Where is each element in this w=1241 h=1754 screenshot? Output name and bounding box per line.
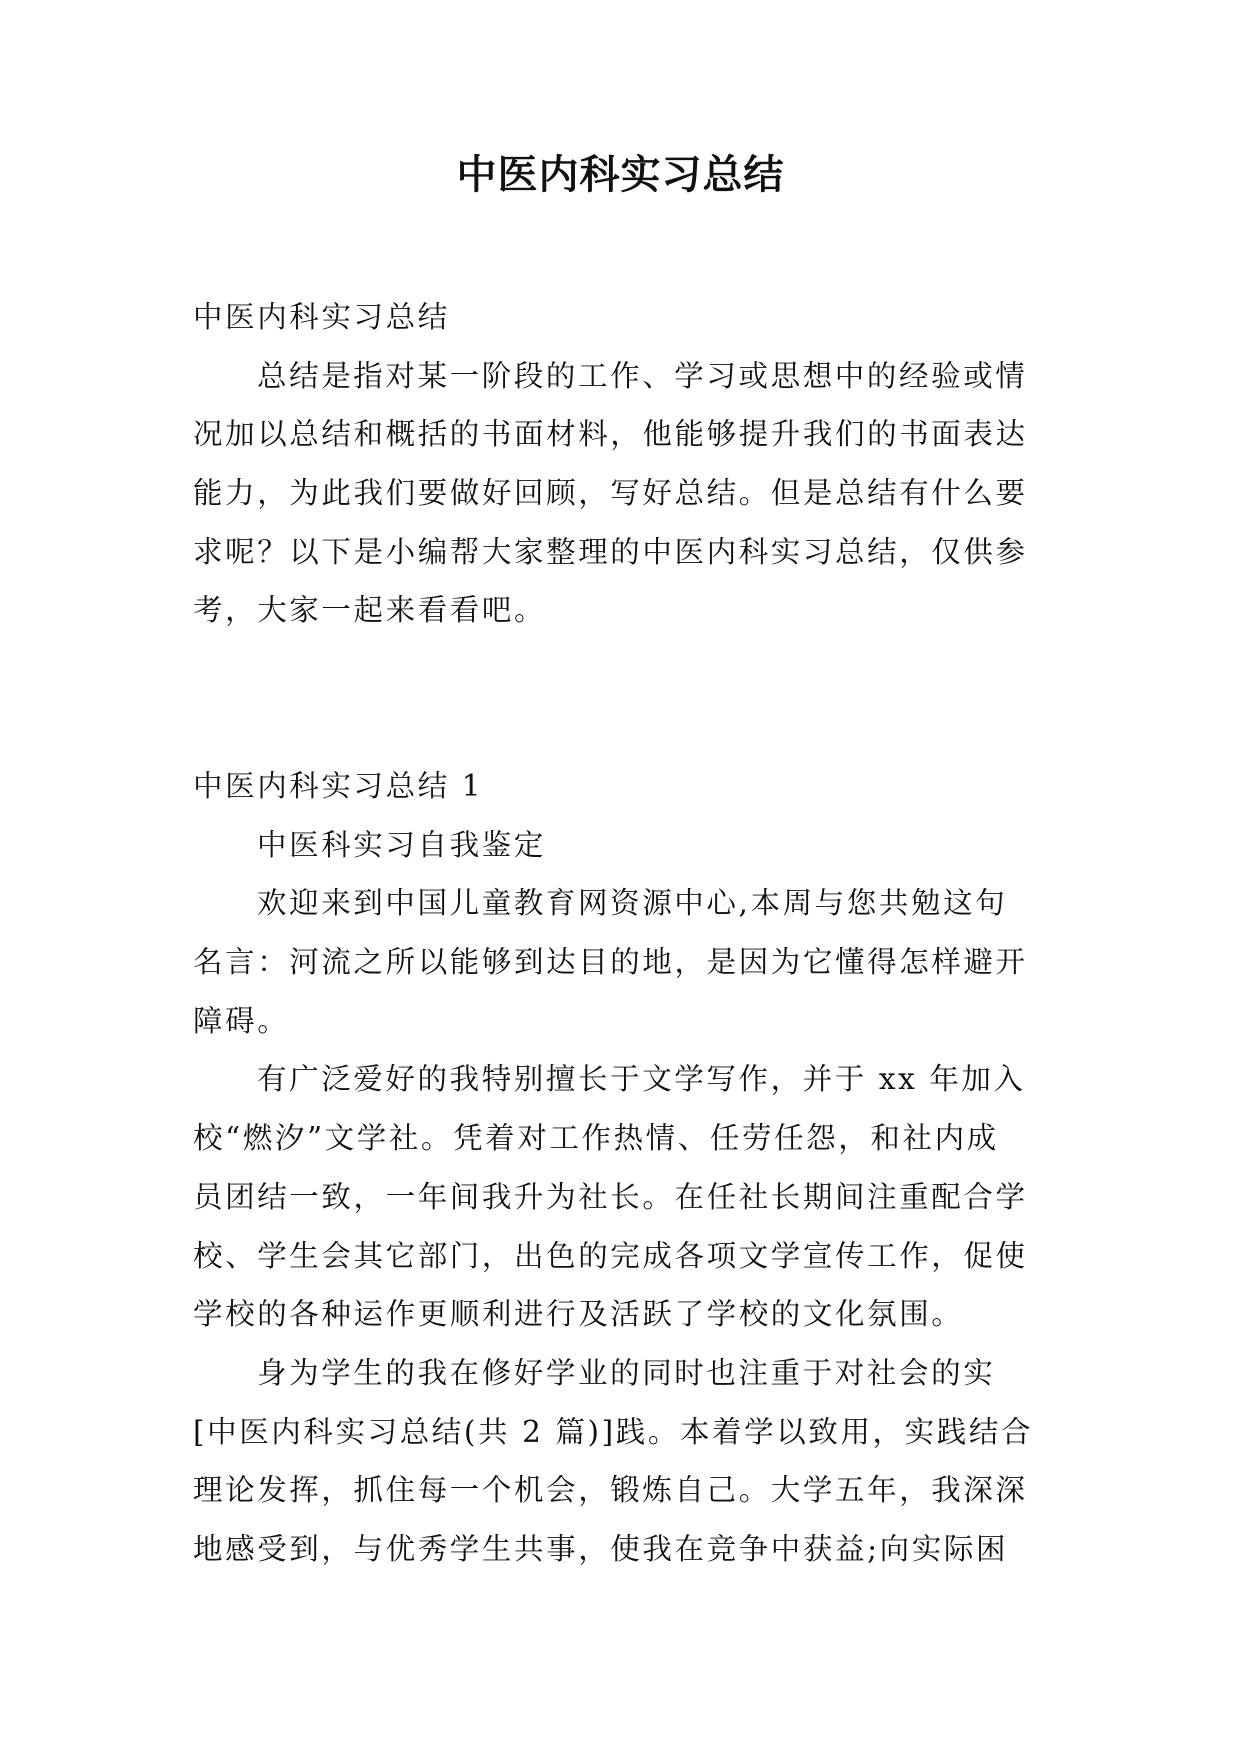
intro-paragraph-line: 况加以总结和概括的书面材料，他能够提升我们的书面表达: [193, 417, 1028, 452]
intro-subtitle: 中医内科实习总结: [193, 300, 450, 334]
paragraph-line: 障碍。: [193, 1003, 290, 1038]
document-title: 中医内科实习总结: [456, 152, 785, 198]
intro-block: [193, 288, 1055, 640]
paragraph-line: 学校的各种运作更顺利进行及活跃了学校的文化氛围。: [193, 1297, 964, 1332]
paragraph-line: 欢迎来到中国儿童教育网资源中心,本周与您共勉这句: [257, 886, 1008, 921]
intro-paragraph-line: 能力，为此我们要做好回顾，写好总结。但是总结有什么要: [193, 476, 1028, 511]
section-subheading: 中医科实习自我鉴定: [257, 827, 546, 862]
paragraph-line: 身为学生的我在修好学业的同时也注重于对社会的实: [257, 1355, 996, 1390]
intro-paragraph-line: 总结是指对某一阶段的工作、学习或思想中的经验或情: [257, 358, 1028, 393]
paragraph-line: 校“燃汐”文学社。凭着对工作热情、任劳任怨，和社内成: [193, 1121, 999, 1156]
paragraph-line: 员团结一致，一年间我升为社长。在任社长期间注重配合学: [193, 1179, 1028, 1214]
intro-paragraph-line: 求呢？以下是小编帮大家整理的中医内科实习总结，仅供参: [193, 534, 1028, 569]
paragraph-line: 地感受到，与优秀学生共事，使我在竞争中获益;向实际困: [193, 1531, 1009, 1566]
paragraph-line: 理论发挥，抓住每一个机会，锻炼自己。大学五年，我深深: [193, 1473, 1028, 1508]
paragraph-line: 校、学生会其它部门，出色的完成各项文学宣传工作，促使: [193, 1238, 1028, 1273]
paragraph-line: 名言：河流之所以能够到达目的地，是因为它懂得怎样避开: [193, 945, 1028, 980]
section-heading: 中医内科实习总结 1: [193, 769, 484, 803]
paragraph-line: 有广泛爱好的我特别擅长于文学写作，并于 xx 年加入: [257, 1062, 1026, 1097]
paragraph-line: [中医内科实习总结(共 2 篇)]践。本着学以致用，实践结合: [193, 1414, 1034, 1449]
intro-paragraph-line: 考，大家一起来看看吧。: [193, 593, 547, 628]
section-1-block: [193, 757, 1055, 1579]
